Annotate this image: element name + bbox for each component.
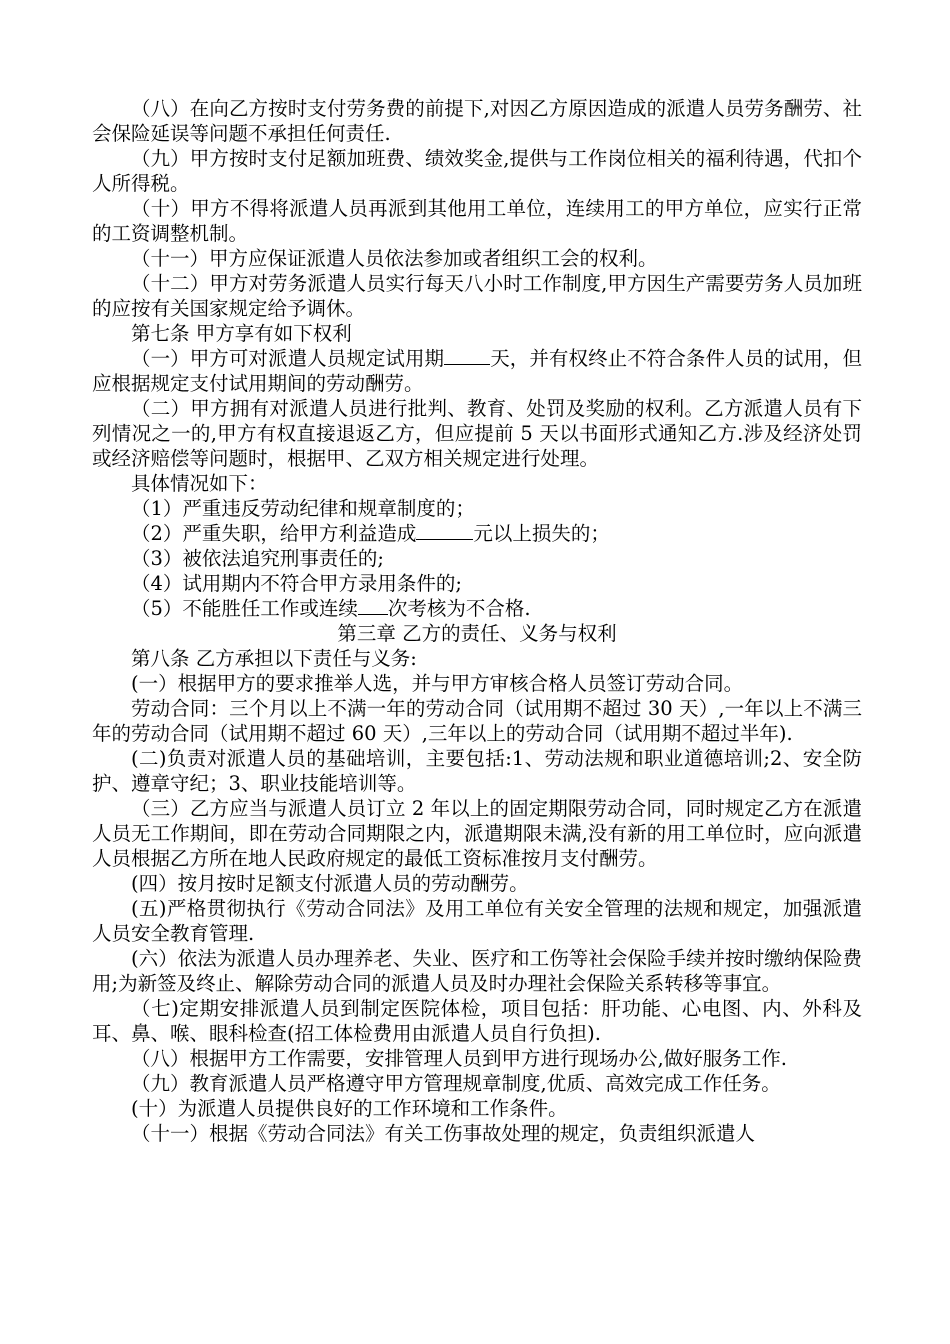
case-3: （3）被依法追究刑事责任的; [131, 547, 384, 570]
article-8-clause-11: （十一）根据《劳动合同法》有关工伤事故处理的规定，负责组织派遣人 [131, 1122, 756, 1145]
article-8-clause-2: (二)负责对派遣人员的基础培训，主要包括:1、劳动法规和职业道德培训;2、安全防护、遵章守纪；3、职业技能培训等。 [92, 747, 862, 795]
article-8-clause-10: (十）为派遣人员提供良好的工作环境和工作条件。 [131, 1097, 568, 1120]
document-body [92, 96, 862, 1146]
article-7-clause-1: （一）甲方可对派遣人员规定试用期 天，并有权终止不符合条件人员的试用，但应根据规定支付试用期间的劳动酬劳。 [92, 347, 862, 395]
clause-11: （十一）甲方应保证派遣人员依法参加或者组织工会的权利。 [131, 247, 658, 270]
article-8-title: 第八条 乙方承担以下责任与义务: [131, 647, 417, 670]
clause-8: （八）在向乙方按时支付劳务费的前提下,对因乙方原因造成的派遣人员劳务酬劳、社会保险延误等问题不承担任何责任. [92, 97, 862, 145]
article-8-clause-4: (四）按月按时足额支付派遣人员的劳动酬劳。 [131, 872, 529, 895]
probation-days-blank [444, 346, 490, 365]
article-7-clause-2: （二）甲方拥有对派遣人员进行批判、教育、处罚及奖励的权利。乙方派遣人员有下列情况之一的,甲方有权直接退返乙方，但应提前 5 天以书面形式通知乙方.涉及经济处罚或经济赔偿等问题时，根据甲、乙双方相关规定进行处理。 [92, 397, 862, 470]
article-8-clause-5: (五)严格贯彻执行《劳动合同法》及用工单位有关安全管理的法规和规定，加强派遣人员安全教育管理. [92, 897, 862, 945]
loss-amount-blank [416, 521, 473, 540]
clause-12: （十二）甲方对劳务派遣人员实行每天八小时工作制度,甲方因生产需要劳务人员加班的应按有关国家规定给予调休。 [92, 272, 862, 320]
case-4: （4）试用期内不符合甲方录用条件的; [131, 572, 462, 595]
clause-10: （十）甲方不得将派遣人员再派到其他用工单位，连续用工的甲方单位，应实行正常的工资调整机制。 [92, 197, 862, 245]
case-1: （1）严重违反劳动纪律和规章制度的； [131, 497, 475, 520]
case-2: （2）严重失职，给甲方利益造成 元以上损失的； [131, 522, 610, 545]
article-8-clause-1: (一）根据甲方的要求推举人选，并与甲方审核合格人员签订劳动合同。 [131, 672, 744, 695]
clause-9: （九）甲方按时支付足额加班费、绩效奖金,提供与工作岗位相关的福利待遇，代扣个人所得税。 [92, 147, 862, 195]
assessment-count-blank [358, 596, 388, 615]
article-8-clause-6: (六）依法为派遣人员办理养老、失业、医疗和工伤等社会保险手续并按时缴纳保险费用;为新签及终止、解除劳动合同的派遣人员及时办理社会保险关系转移等事宜。 [92, 947, 862, 995]
article-7-title: 第七条 甲方享有如下权利 [131, 322, 352, 345]
chapter-3-title: 第三章 乙方的责任、义务与权利 [337, 622, 617, 645]
case-5: （5）不能胜任工作或连续 次考核为不合格. [131, 597, 531, 620]
labor-contract-terms: 劳动合同：三个月以上不满一年的劳动合同（试用期不超过 30 天）,一年以上不满三年的劳动合同（试用期不超过 60 天）,三年以上的劳动合同（试用期不超过半年). [92, 697, 862, 745]
article-8-clause-3: （三）乙方应当与派遣人员订立 2 年以上的固定期限劳动合同，同时规定乙方在派遣人员无工作期间，即在劳动合同期限之内，派遣期限未满,没有新的用工单位时，应向派遣人员根据乙方所在地人民政府规定的最低工资标准按月支付酬劳。 [92, 797, 862, 870]
article-8-clause-7: （七)定期安排派遣人员到制定医院体检，项目包括：肝功能、心电图、内、外科及耳、鼻、喉、眼科检查(招工体检费用由派遣人员自行负担). [92, 997, 862, 1045]
article-8-clause-8: （八）根据甲方工作需要，安排管理人员到甲方进行现场办公,做好服务工作. [131, 1047, 787, 1070]
details-intro: 具体情况如下： [131, 472, 268, 495]
article-8-clause-9: （九）教育派遣人员严格遵守甲方管理规章制度,优质、高效完成工作任务。 [131, 1072, 781, 1095]
